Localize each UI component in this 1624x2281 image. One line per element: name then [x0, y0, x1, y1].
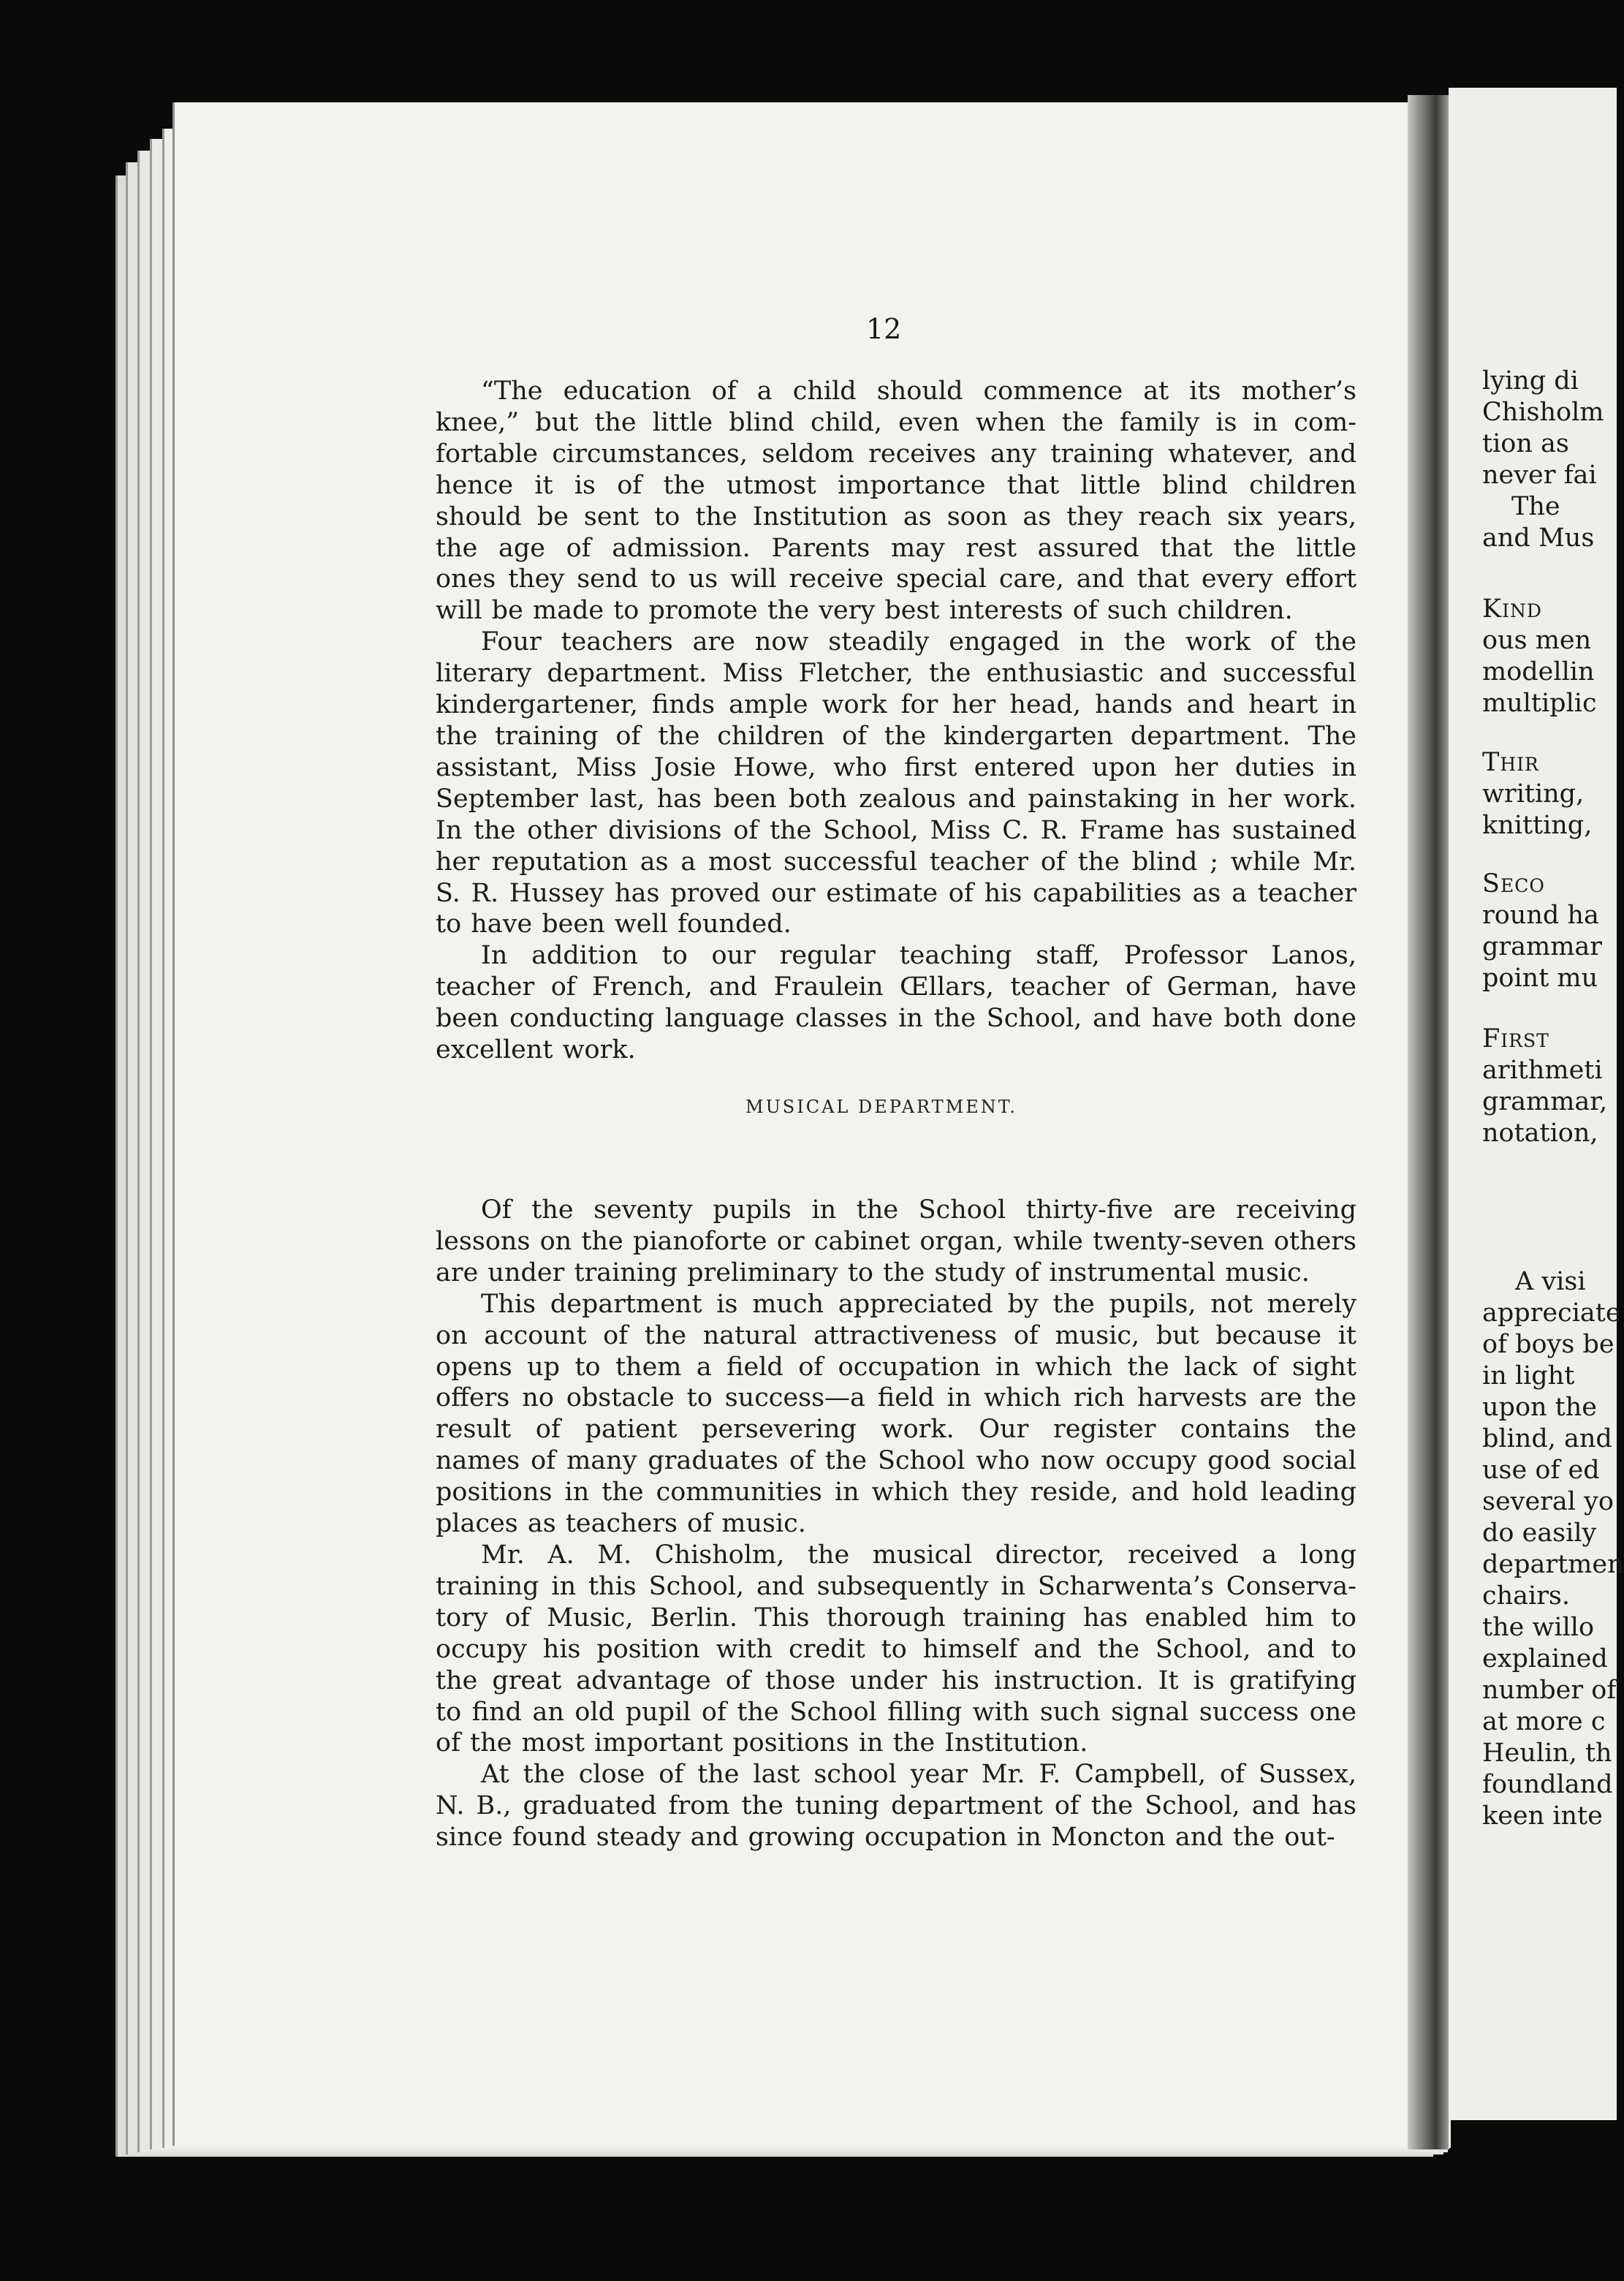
right-page-line: ous men	[1482, 626, 1592, 655]
right-page-line: A visi	[1515, 1267, 1586, 1296]
right-page-line: arithmeti	[1482, 1056, 1603, 1085]
right-page-line: at more c	[1482, 1707, 1606, 1736]
section-heading: MUSICAL DEPARTMENT.	[745, 1097, 1017, 1117]
text-line: Mr. A. M. Chisholm, the musical director, received a long	[481, 1540, 1357, 1570]
text-line: excellent work.	[436, 1035, 636, 1065]
text-line: of the most important positions in the Institution.	[436, 1728, 1088, 1758]
right-page-line: explained	[1482, 1644, 1608, 1673]
right-page-line: of boys be	[1482, 1330, 1614, 1359]
right-page-line: Heulin, th	[1482, 1739, 1612, 1768]
right-page-line: point mu	[1482, 964, 1598, 993]
text-line: the great advantage of those under his instruction. It is gratifying	[436, 1665, 1357, 1695]
right-page-line: The	[1511, 492, 1560, 521]
right-page-line: never fai	[1482, 461, 1597, 490]
text-line: occupy his position with credit to himself and the School, and to	[436, 1634, 1357, 1664]
right-page-line: number of	[1482, 1676, 1617, 1705]
text-line: places as teachers of music.	[436, 1509, 806, 1539]
text-line: will be made to promote the very best interests of such children.	[436, 596, 1293, 626]
text-line: her reputation as a most successful teacher of the blind ; while Mr.	[436, 847, 1357, 877]
text-line: positions in the communities in which they reside, and hold leading	[436, 1478, 1357, 1508]
right-page-fragment	[1482, 1024, 1607, 1149]
right-page-line: blind, and	[1482, 1424, 1612, 1453]
body-text-bottom	[436, 1195, 1357, 1853]
text-line: knee,” but the little blind child, even when the family is in com-	[436, 407, 1357, 437]
text-line: should be sent to the Institution as soon as they reach six years,	[436, 502, 1357, 532]
text-line: tory of Music, Berlin. This thorough training has enabled him to	[436, 1603, 1357, 1633]
text-line: are under training preliminary to the study of instrumental music.	[436, 1257, 1310, 1287]
right-page-line: departmen	[1482, 1550, 1624, 1579]
page-number: 12	[866, 313, 902, 345]
text-line: S. R. Hussey has proved our estimate of his capabilities as a teacher	[436, 878, 1357, 908]
right-page-line: grammar,	[1482, 1087, 1608, 1116]
text-line: result of patient persevering work. Our register contains the	[436, 1415, 1357, 1445]
right-page-line: Seco	[1482, 869, 1545, 899]
right-page-line: writing,	[1482, 779, 1585, 809]
text-line: kindergartener, finds ample work for her head, hands and heart in	[436, 690, 1357, 720]
text-line: At the close of the last school year Mr. F. Campbell, of Sussex,	[481, 1760, 1357, 1790]
text-line: to have been well founded.	[436, 909, 792, 939]
right-page-line: several yo	[1482, 1487, 1614, 1516]
text-line: the training of the children of the kindergarten department. The	[436, 721, 1357, 751]
text-line: Of the seventy pupils in the School thirty-five are receiving	[481, 1195, 1357, 1225]
right-page-line: Chisholm	[1482, 398, 1604, 427]
text-line: This department is much appreciated by the pupils, not merely	[481, 1289, 1357, 1319]
text-line: ones they send to us will receive special care, and that every effort	[436, 564, 1357, 594]
right-page-line: tion as	[1482, 429, 1569, 458]
right-page-fragment	[1482, 1266, 1624, 1832]
right-page-line: modellin	[1482, 657, 1595, 686]
text-line: lessons on the pianoforte or cabinet organ, while twenty-seven others	[436, 1226, 1357, 1256]
text-line: N. B., graduated from the tuning department of the School, and has	[436, 1791, 1357, 1821]
text-line: opens up to them a field of occupation in which the lack of sight	[436, 1352, 1357, 1382]
text-line: offers no obstacle to success—a field in which rich harvests are the	[436, 1383, 1357, 1413]
text-line: In addition to our regular teaching staff, Professor Lanos,	[481, 941, 1357, 971]
text-line: training in this School, and subsequently in Scharwenta’s Conserva-	[436, 1571, 1357, 1601]
right-page-line: upon the	[1482, 1393, 1598, 1422]
text-line: Four teachers are now steadily engaged in the work of the	[481, 627, 1357, 657]
right-page-line: chairs.	[1482, 1581, 1571, 1611]
right-page-line: in light	[1482, 1361, 1575, 1391]
right-page-line: and Mus	[1482, 523, 1595, 553]
right-page-line: notation,	[1482, 1119, 1598, 1148]
text-line: “The education of a child should commence at its mother’s	[481, 377, 1357, 406]
right-page-fragment	[1482, 747, 1592, 841]
right-page-line: lying di	[1482, 366, 1579, 396]
right-page-fragment	[1482, 869, 1602, 994]
text-line: on account of the natural attractiveness of music, but because it	[436, 1320, 1357, 1350]
right-page-line: Thir	[1482, 748, 1539, 777]
right-page-line: First	[1482, 1024, 1549, 1054]
right-page-line: multiplic	[1482, 689, 1597, 718]
right-page-fragment	[1482, 366, 1604, 554]
right-page-line: round ha	[1482, 901, 1599, 930]
right-page-line: foundland	[1482, 1770, 1613, 1799]
right-page-line: do easily	[1482, 1518, 1597, 1548]
right-page-line: keen inte	[1482, 1801, 1603, 1831]
text-line: been conducting language classes in the School, and have both done	[436, 1004, 1357, 1034]
right-page-line: grammar	[1482, 932, 1602, 961]
text-line: names of many graduates of the School who now occupy good social	[436, 1446, 1357, 1476]
right-page-line: knitting,	[1482, 811, 1593, 840]
right-page-line: Kind	[1482, 594, 1542, 624]
text-line: literary department. Miss Fletcher, the enthusiastic and successful	[436, 659, 1357, 689]
text-line: fortable circumstances, seldom receives any training whatever, and	[436, 439, 1357, 469]
text-line: assistant, Miss Josie Howe, who first entered upon her duties in	[436, 752, 1357, 782]
text-line: since found steady and growing occupation in Moncton and the out-	[436, 1823, 1335, 1853]
text-line: teacher of French, and Fraulein Œllars, teacher of German, have	[436, 972, 1357, 1002]
text-line: the age of admission. Parents may rest assured that the little	[436, 533, 1357, 563]
right-page-fragment	[1482, 594, 1597, 719]
right-page-line: the willo	[1482, 1613, 1595, 1642]
body-text-top	[436, 376, 1357, 1066]
text-line: In the other divisions of the School, Miss C. R. Frame has sustained	[436, 815, 1357, 845]
book-gutter	[1408, 95, 1449, 2149]
text-line: to find an old pupil of the School filling with such signal success one	[436, 1697, 1357, 1727]
text-line: hence it is of the utmost importance that little blind children	[436, 470, 1357, 500]
right-page-line: appreciate	[1482, 1298, 1621, 1328]
text-line: September last, has been both zealous and painstaking in her work.	[436, 784, 1357, 814]
right-page-line: use of ed	[1482, 1456, 1600, 1485]
